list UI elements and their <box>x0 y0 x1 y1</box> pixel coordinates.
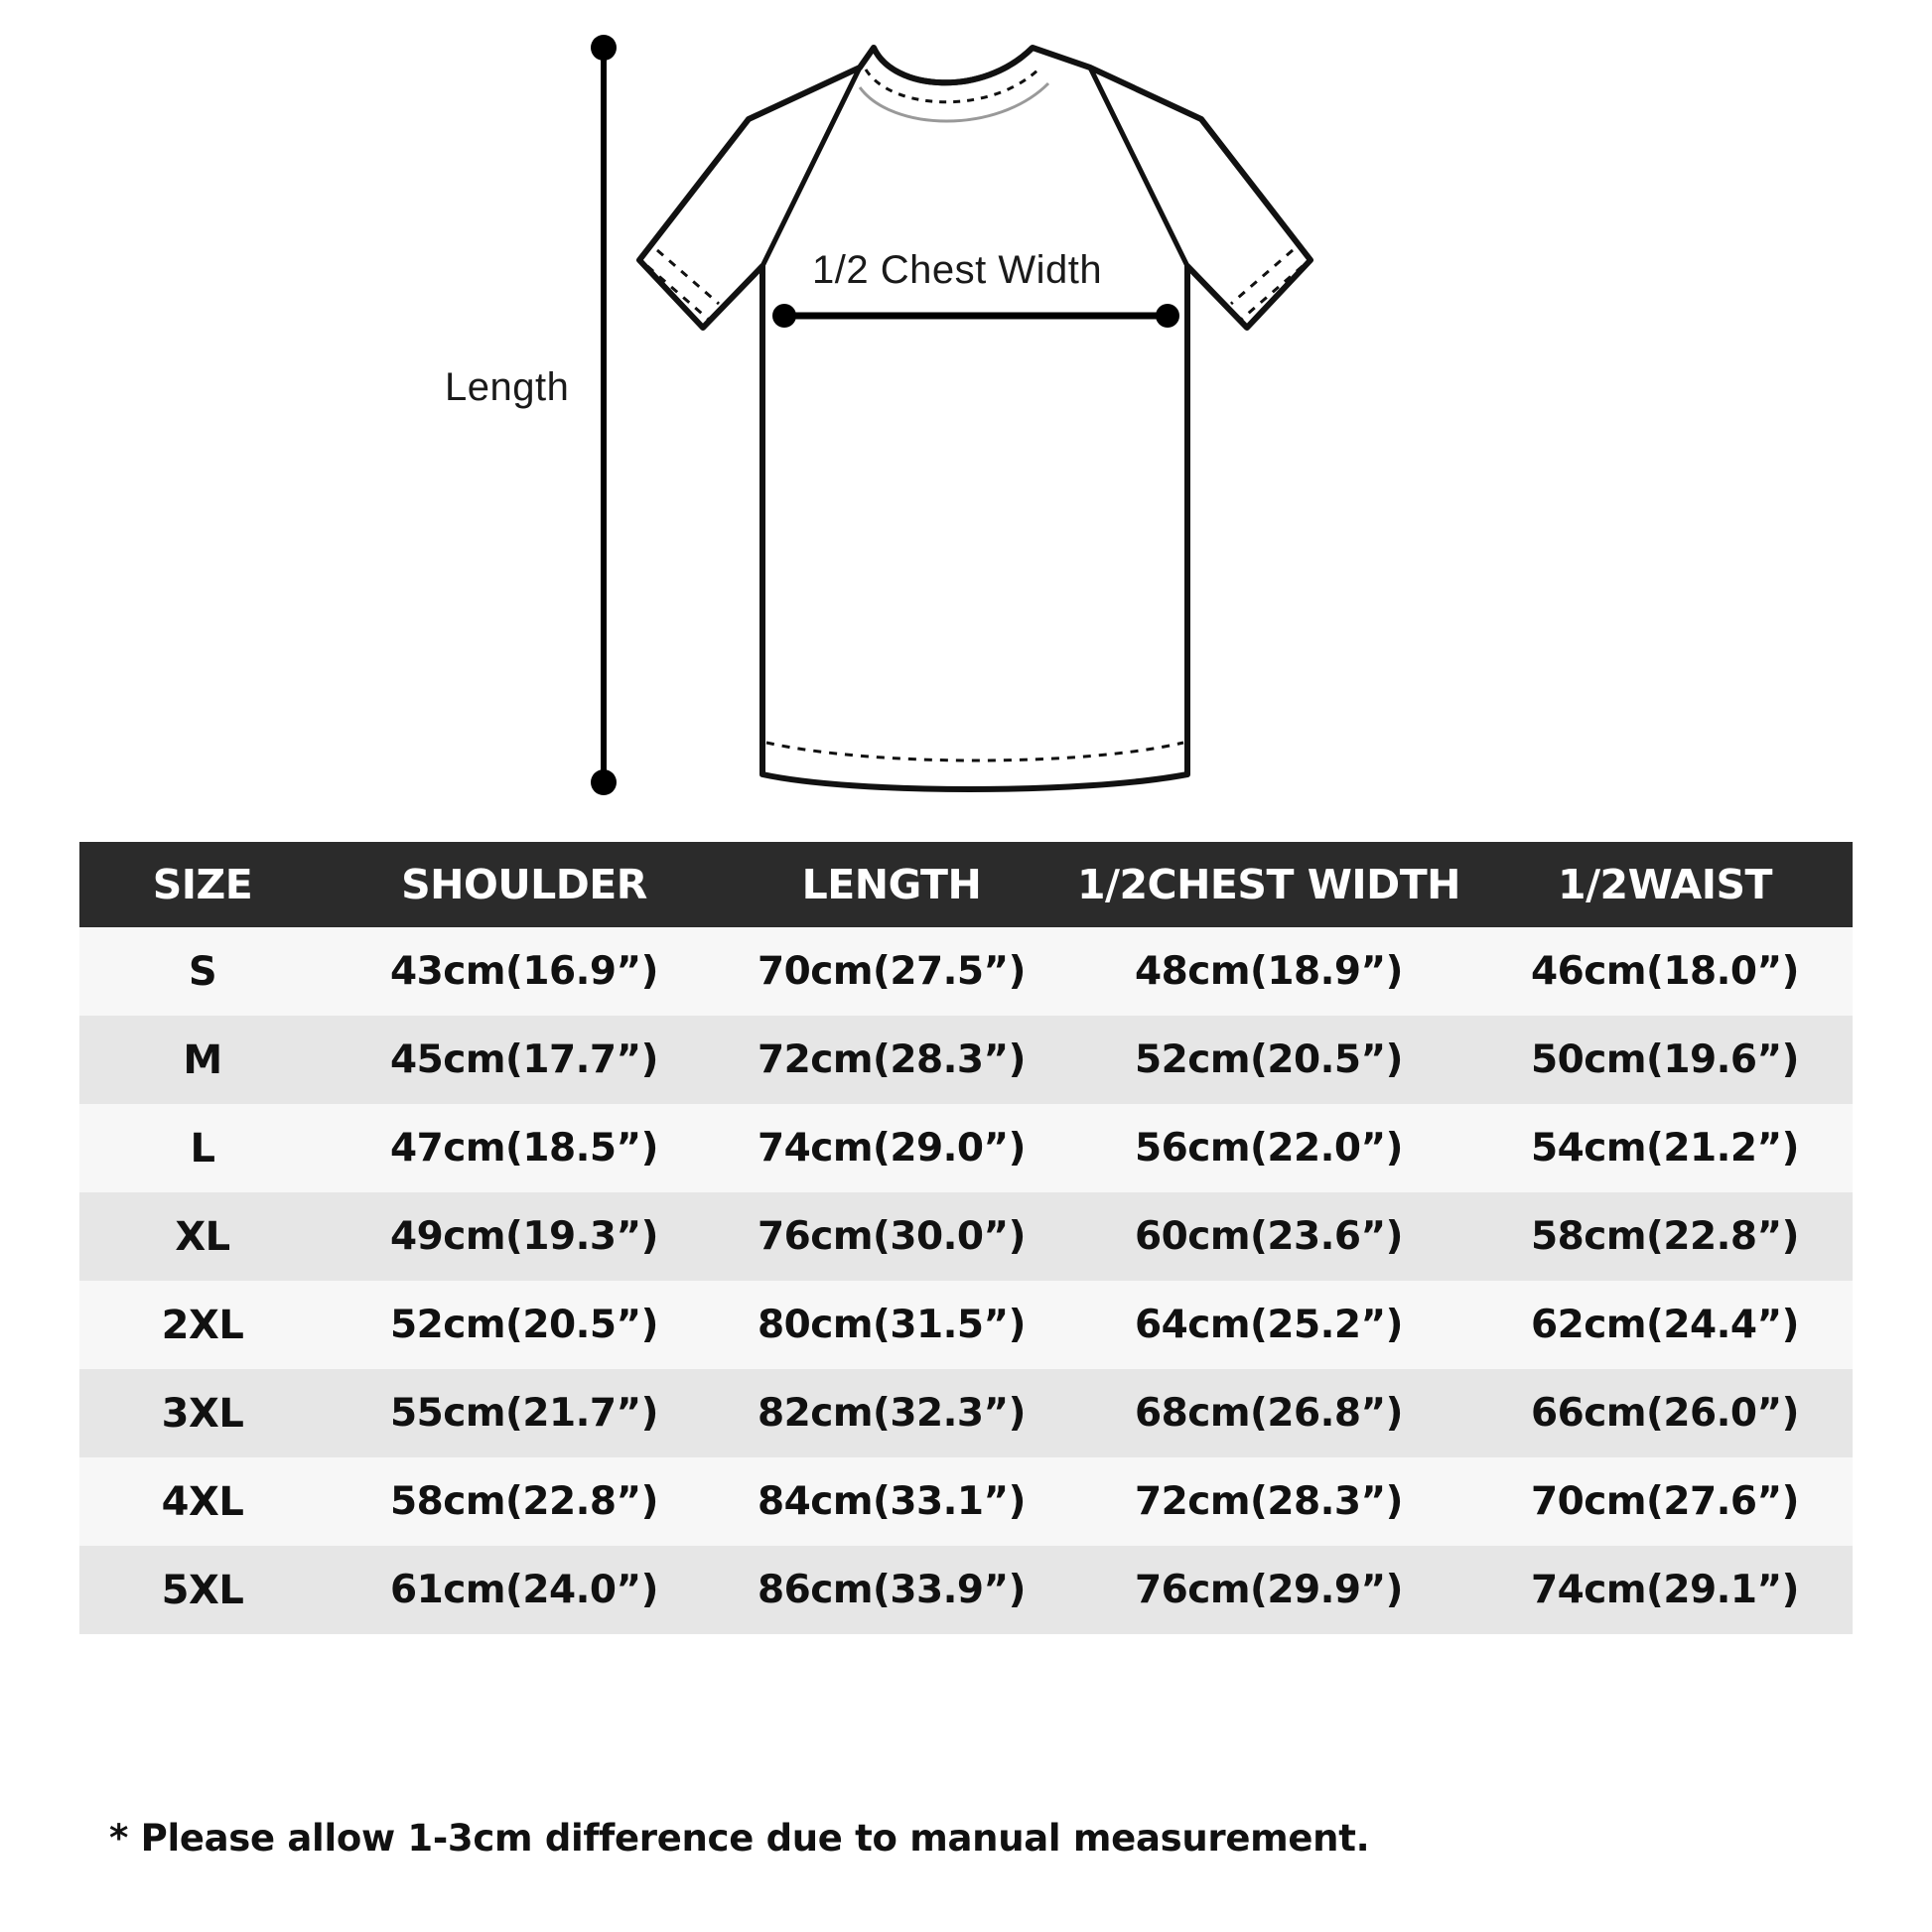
cell-shoulder: 55cm(21.7”) <box>326 1369 723 1457</box>
cell-size: XL <box>79 1192 326 1281</box>
table-row <box>79 1369 1853 1457</box>
size-diagram <box>0 0 1932 824</box>
cell-shoulder: 61cm(24.0”) <box>326 1546 723 1634</box>
cell-size: 2XL <box>79 1281 326 1369</box>
column-header-waist: 1/2WAIST <box>1477 842 1853 927</box>
cell-shoulder: 47cm(18.5”) <box>326 1104 723 1192</box>
cell-waist: 54cm(21.2”) <box>1477 1104 1853 1192</box>
tshirt-illustration <box>0 0 1932 824</box>
cell-waist: 46cm(18.0”) <box>1477 927 1853 1016</box>
chest-width-measure-label: 1/2 Chest Width <box>812 248 1103 292</box>
table-row <box>79 1457 1853 1546</box>
cell-waist: 74cm(29.1”) <box>1477 1546 1853 1634</box>
cell-length: 74cm(29.0”) <box>723 1104 1060 1192</box>
length-measure-label: Length <box>445 365 570 409</box>
length-measure-arrow <box>591 35 617 795</box>
size-chart-table <box>79 842 1853 1634</box>
column-header-shoulder: SHOULDER <box>326 842 723 927</box>
cell-length: 86cm(33.9”) <box>723 1546 1060 1634</box>
cell-waist: 66cm(26.0”) <box>1477 1369 1853 1457</box>
table-row <box>79 927 1853 1016</box>
cell-chest: 76cm(29.9”) <box>1060 1546 1477 1634</box>
cell-shoulder: 52cm(20.5”) <box>326 1281 723 1369</box>
cell-shoulder: 45cm(17.7”) <box>326 1016 723 1104</box>
cell-size: S <box>79 927 326 1016</box>
cell-chest: 60cm(23.6”) <box>1060 1192 1477 1281</box>
cell-chest: 48cm(18.9”) <box>1060 927 1477 1016</box>
cell-shoulder: 58cm(22.8”) <box>326 1457 723 1546</box>
table-row <box>79 1546 1853 1634</box>
cell-chest: 68cm(26.8”) <box>1060 1369 1477 1457</box>
cell-size: 3XL <box>79 1369 326 1457</box>
column-header-size: SIZE <box>79 842 326 927</box>
cell-shoulder: 43cm(16.9”) <box>326 927 723 1016</box>
cell-chest: 72cm(28.3”) <box>1060 1457 1477 1546</box>
cell-chest: 52cm(20.5”) <box>1060 1016 1477 1104</box>
cell-length: 80cm(31.5”) <box>723 1281 1060 1369</box>
size-chart-table-wrap <box>79 842 1853 1634</box>
cell-size: 5XL <box>79 1546 326 1634</box>
cell-length: 72cm(28.3”) <box>723 1016 1060 1104</box>
cell-size: 4XL <box>79 1457 326 1546</box>
cell-chest: 56cm(22.0”) <box>1060 1104 1477 1192</box>
table-row <box>79 1016 1853 1104</box>
cell-waist: 62cm(24.4”) <box>1477 1281 1853 1369</box>
table-row <box>79 1104 1853 1192</box>
column-header-length: LENGTH <box>723 842 1060 927</box>
column-header-chest: 1/2CHEST WIDTH <box>1060 842 1477 927</box>
cell-size: M <box>79 1016 326 1104</box>
cell-waist: 70cm(27.6”) <box>1477 1457 1853 1546</box>
table-header-row <box>79 842 1853 927</box>
measurement-footnote: * Please allow 1-3cm difference due to manual measurement. <box>109 1817 1370 1860</box>
cell-length: 82cm(32.3”) <box>723 1369 1060 1457</box>
cell-chest: 64cm(25.2”) <box>1060 1281 1477 1369</box>
cell-size: L <box>79 1104 326 1192</box>
table-row <box>79 1192 1853 1281</box>
cell-length: 76cm(30.0”) <box>723 1192 1060 1281</box>
cell-waist: 58cm(22.8”) <box>1477 1192 1853 1281</box>
table-row <box>79 1281 1853 1369</box>
cell-length: 70cm(27.5”) <box>723 927 1060 1016</box>
cell-shoulder: 49cm(19.3”) <box>326 1192 723 1281</box>
cell-waist: 50cm(19.6”) <box>1477 1016 1853 1104</box>
cell-length: 84cm(33.1”) <box>723 1457 1060 1546</box>
